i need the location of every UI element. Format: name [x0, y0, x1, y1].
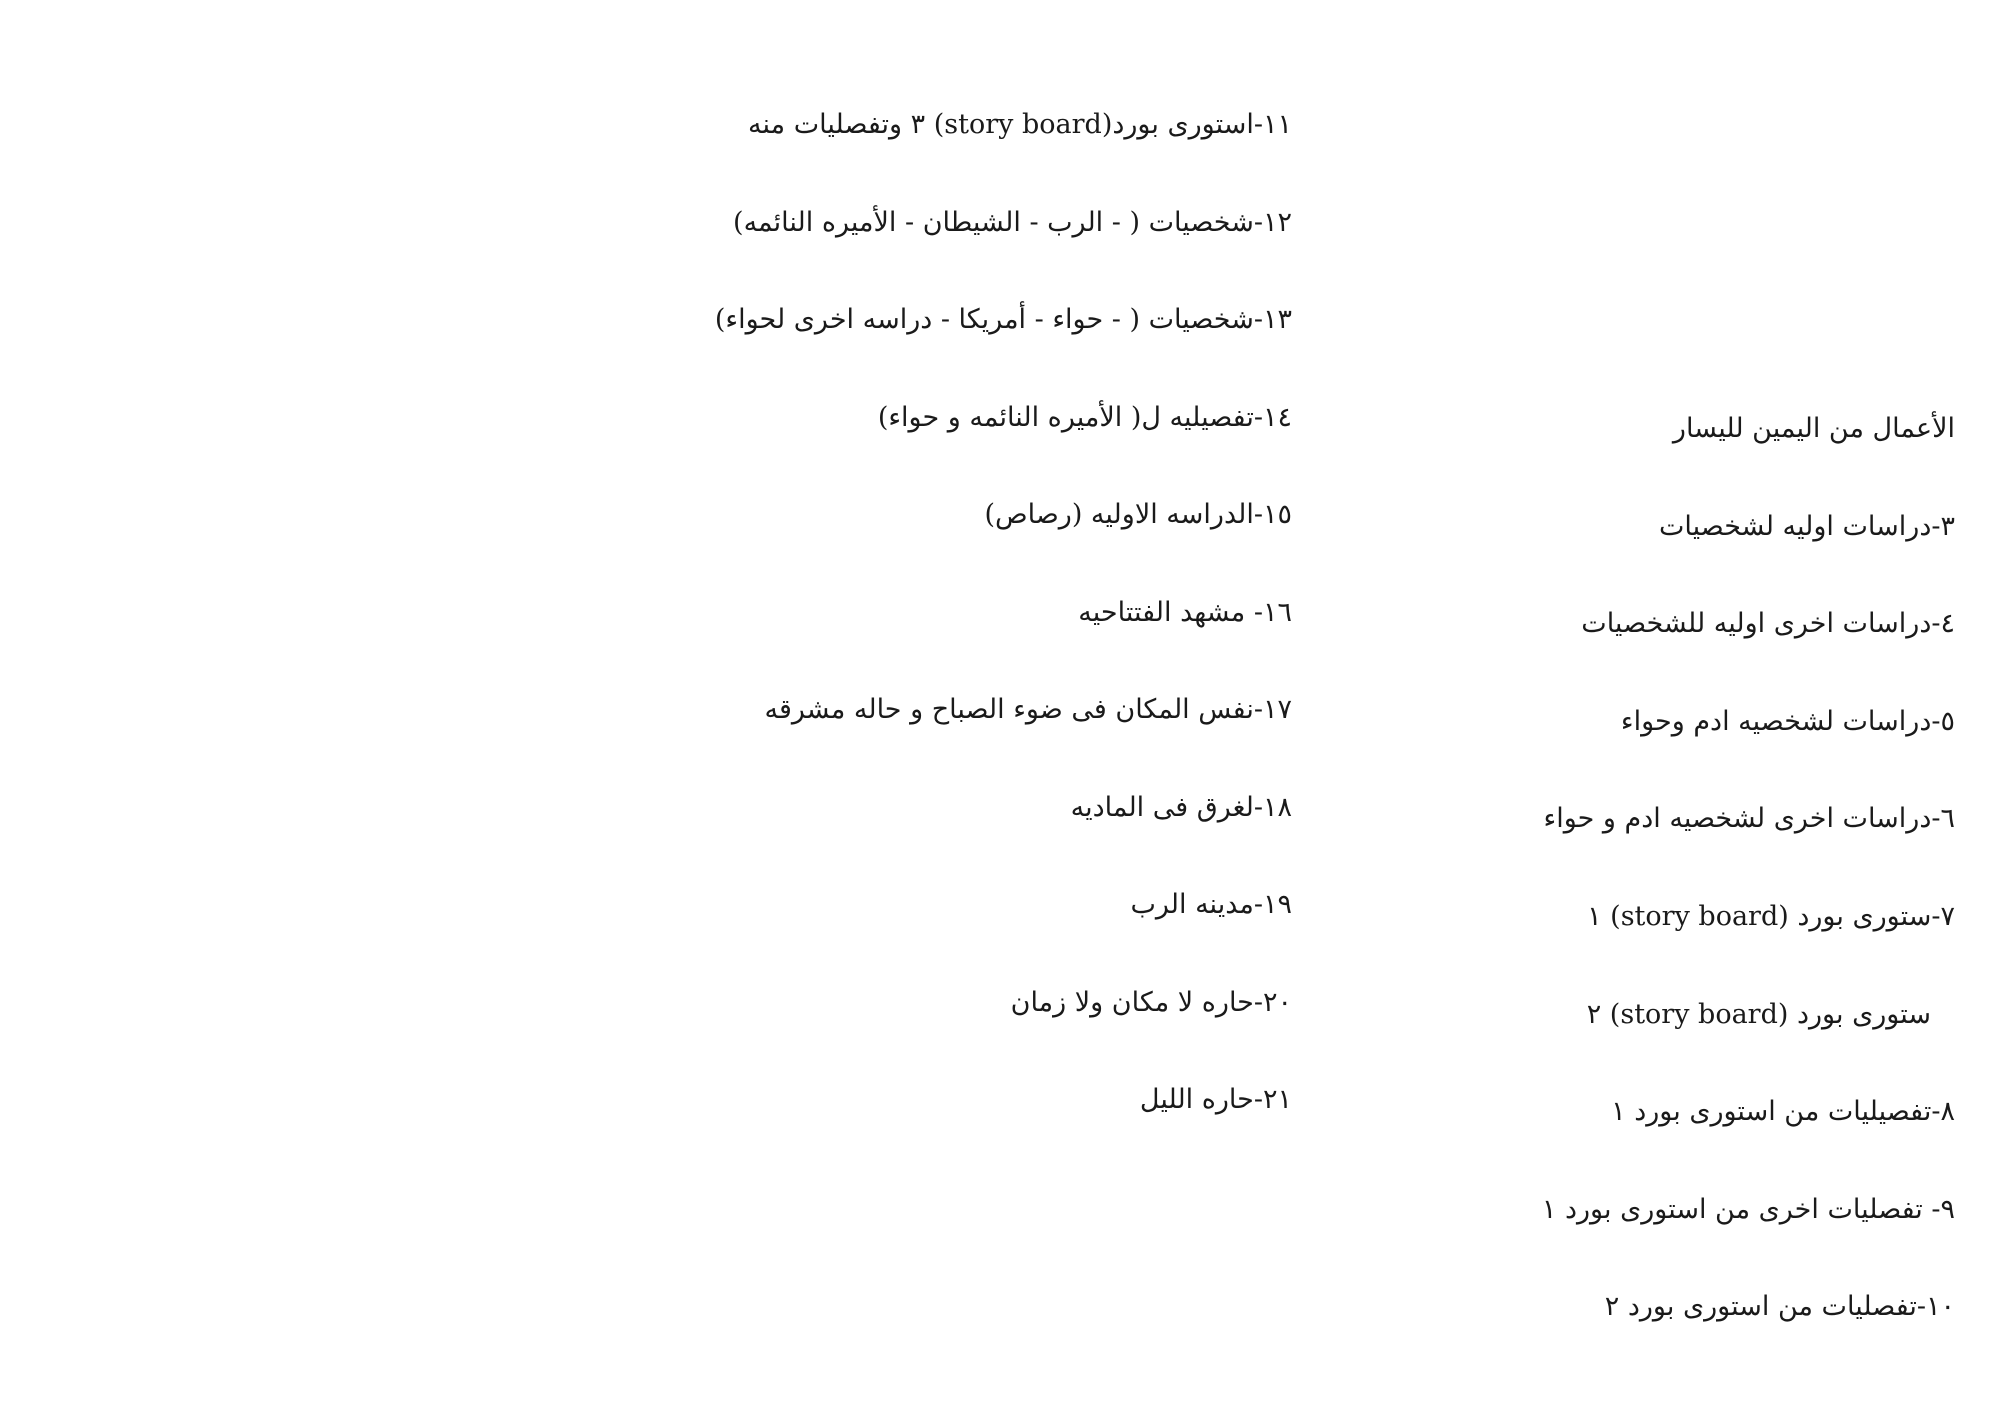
- list-item: ٤-دراسات اخرى اوليه للشخصيات: [1581, 608, 1955, 640]
- list-item: ٨-تفصيليات من استورى بورد ١: [1611, 1096, 1955, 1128]
- list-item: ٦-دراسات اخرى لشخصيه ادم و حواء: [1543, 803, 1955, 835]
- list-item: ١٩-مدينه الرب: [1130, 889, 1292, 920]
- list-item: ٣-دراسات اوليه لشخصيات: [1659, 510, 1955, 542]
- list-item: ستورى بورد (story board) ٢: [1586, 998, 1931, 1030]
- list-item: ١١-استورى بورد(story board) ٣ وتفصليات منه: [748, 109, 1292, 140]
- list-item: ٢٠-حاره لا مكان ولا زمان: [1010, 986, 1292, 1018]
- list-item: ٧-ستورى بورد (story board) ١: [1587, 900, 1955, 932]
- list-item: ١٧-نفس المكان فى ضوء الصباح و حاله مشرقه: [764, 694, 1292, 725]
- list-item: ٥-دراسات لشخصيه ادم وحواء: [1620, 705, 1955, 737]
- list-item: ١٠-تفصليات من استورى بورد ٢: [1604, 1291, 1955, 1323]
- list-item: ١٨-لغرق فى الماديه: [1070, 791, 1292, 823]
- list-item: ١٦- مشهد الفتتاحيه: [1078, 596, 1292, 628]
- left-column-list: [532, 105, 1292, 1178]
- right-column-list: [1335, 409, 1955, 1385]
- list-item: ١٤-تفصيليه ل( الأميره النائمه و حواء): [877, 401, 1292, 433]
- list-item: ١٣-شخصيات ( - حواء - أمريكا - دراسه اخرى لحواء): [714, 304, 1292, 335]
- list-heading: الأعمال من اليمين لليسار: [1672, 413, 1955, 444]
- list-item: ١٥-الدراسه الاوليه (رصاص): [984, 499, 1292, 530]
- list-item: ٩- تفصليات اخرى من استورى بورد ١: [1541, 1193, 1955, 1225]
- list-item: ١٢-شخصيات ( - الرب - الشيطان - الأميره النائمه): [733, 206, 1292, 238]
- list-item: ٢١-حاره الليل: [1139, 1084, 1292, 1115]
